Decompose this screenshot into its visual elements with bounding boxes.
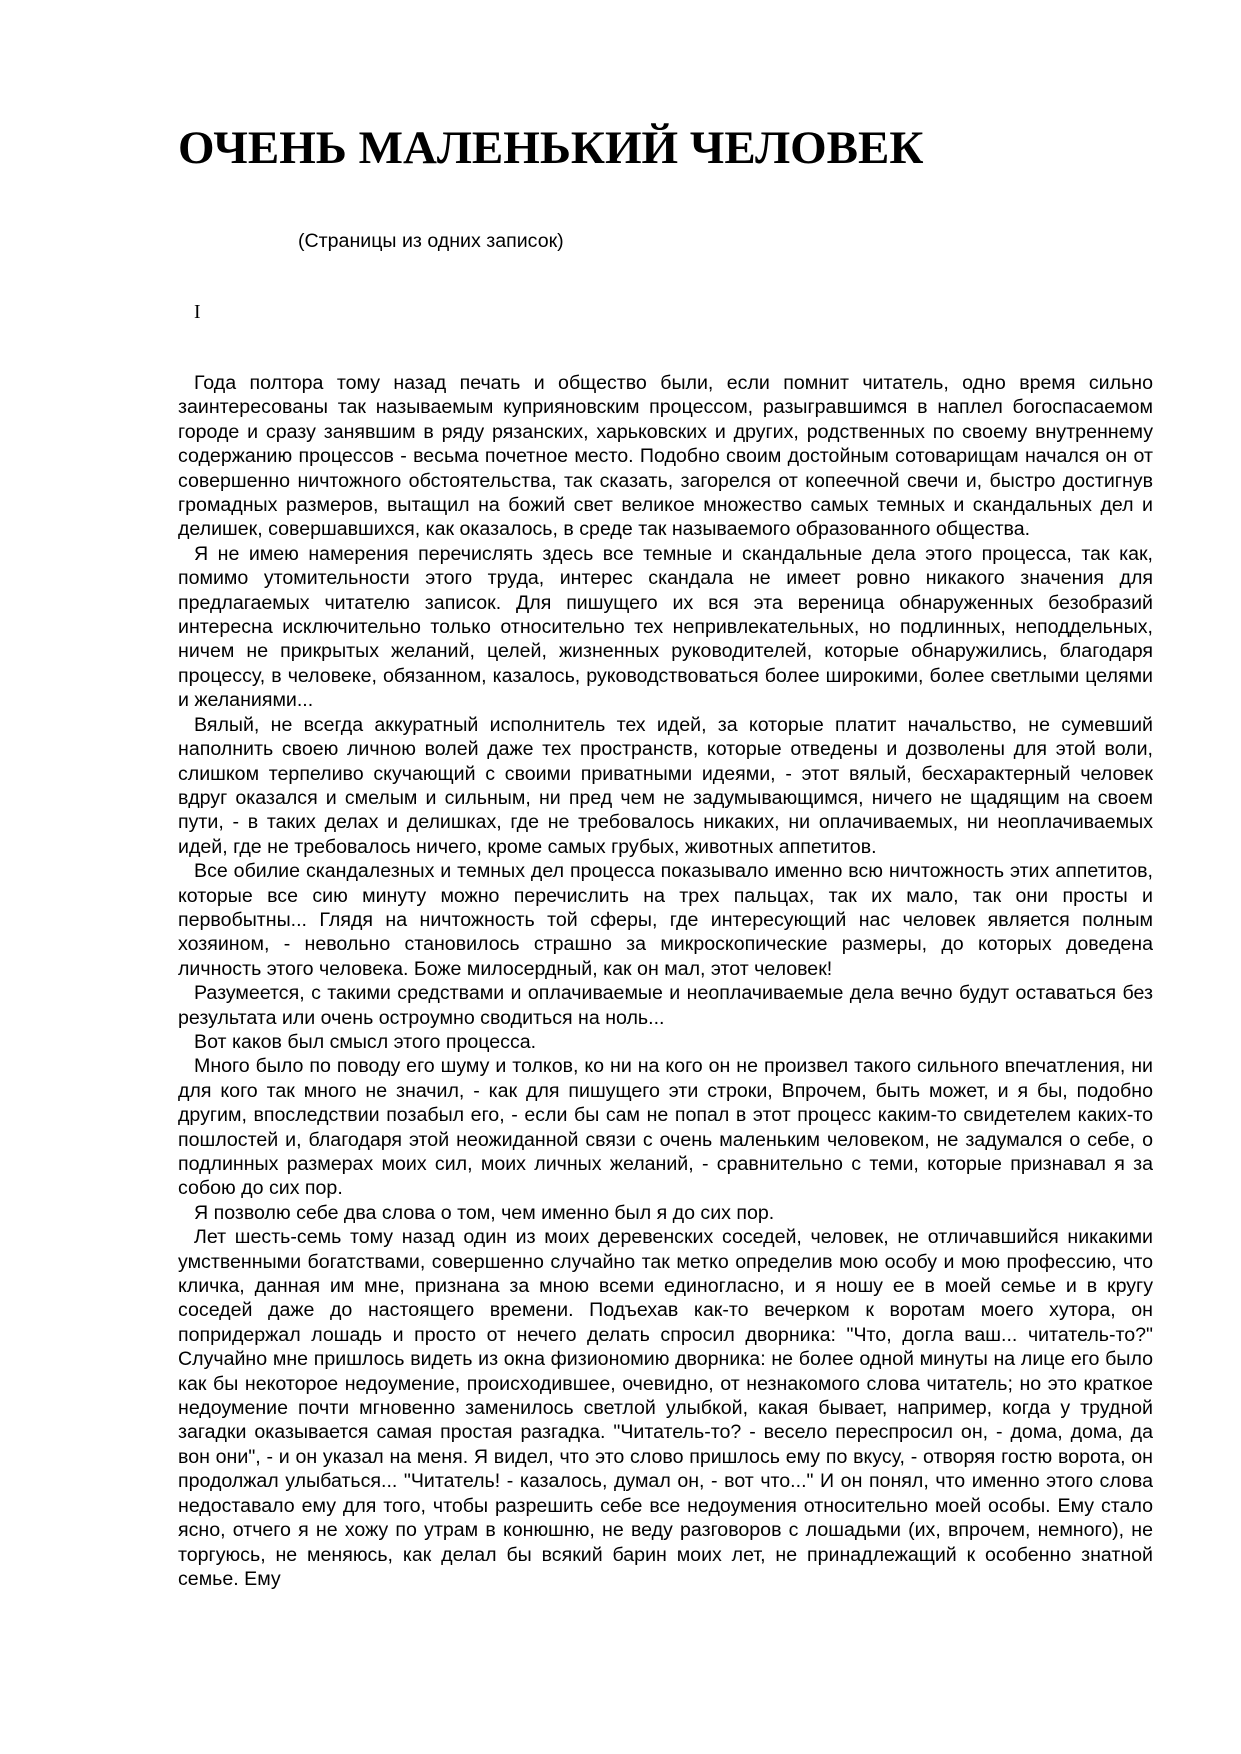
document-subtitle: (Страницы из одних записок) <box>298 230 564 252</box>
paragraph: Вялый, не всегда аккуратный исполнитель тех идей, за которые платит начальство, не сумевший наполнить своею личною волей даже тех пространств, которые отведены и дозволены для этой воли, слишком терпеливо скучающий с своими приватными идеями, - этот вялый, бесхарактерный человек вдруг оказался и смелым и сильным, ни пред чем не задумывающимся, ничего не щадящим на своем пути, - в таких делах и делишках, где не требовалось никаких, ни оплачиваемых, ни неоплачиваемых идей, где не требовалось ничего, кроме самых грубых, животных аппетитов. <box>178 713 1153 858</box>
paragraph: Все обилие скандалезных и темных дел процесса показывало именно всю ничтожность этих аппетитов, которые все сию минуту можно перечислить на трех пальцах, так их мало, так они просты и первобытны... Глядя на ничтожность той сферы, где интересующий нас человек является полным хозяином, - невольно становилось страшно за микроскопические размеры, до которых доведена личность этого человека. Боже милосердный, как он мал, этот человек! <box>178 860 1153 980</box>
body-text <box>178 371 1153 1631</box>
paragraph: Я не имею намерения перечислять здесь все темные и скандальные дела этого процесса, так как, помимо утомительности этого труда, интерес скандала не имеет ровно никакого значения для предлагаемых читателю записок. Для пишущего их вся эта вереница обнаруженных безобразий интересна исключительно только относительно тех непривлекательных, но подлинных, неподдельных, ничем не прикрытых желаний, целей, жизненных руководителей, которые обнаружились, благодаря процессу, в человеке, обязанном, казалось, руководствоваться более широкими, более светлыми целями и желаниями... <box>178 542 1153 712</box>
paragraph: Разумеется, с такими средствами и оплачиваемые и неоплачиваемые дела вечно будут оставаться без результата или очень остроумно сводиться на ноль... <box>178 982 1153 1029</box>
paragraph: Много было по поводу его шуму и толков, ко ни на кого он не произвел такого сильного впечатления, ни для кого так много не значил, - как для пишущего эти строки, Впрочем, быть может, и я бы, подобно другим, впоследствии позабыл его, - если бы сам не попал в этот процесс каким-то свидетелем каких-то пошлостей и, благодаря этой неожиданной связи с очень маленьким человеком, не задумался о себе, о подлинных размерах моих сил, моих личных желаний, - сравнительно с теми, которые признавал я за собою до сих пор. <box>178 1055 1153 1200</box>
chapter-number: I <box>194 302 201 323</box>
paragraph: Года полтора тому назад печать и общество были, если помнит читатель, одно время сильно заинтересованы так называемым куприяновским процессом, разыгравшимся в наплел богоспасаемом городе и сразу занявшим в ряду рязанских, харьковских и других, родственных по своему внутреннему содержанию процессов - весьма почетное место. Подобно своим достойным сотоварищам начался он от совершенно ничтожного обстоятельства, так сказать, загорелся от копеечной свечи и, быстро достигнув громадных размеров, вытащил на божий свет великое множество самых темных и скандальных дел и делишек, совершавшихся, как оказалось, в среде так называемого образованного общества. <box>178 372 1153 541</box>
document-title: ОЧЕНЬ МАЛЕНЬКИЙ ЧЕЛОВЕК <box>178 122 924 174</box>
paragraph: Лет шесть-семь тому назад один из моих деревенских соседей, человек, не отличавшийся никакими умственными богатствами, совершенно случайно так метко определив мою особу и мою профессию, что кличка, данная им мне, признана за мною всеми единогласно, и я ношу ее в моей семье и в кругу соседей даже до настоящего времени. Подъехав как-то вечерком к воротам моего хутора, он попридержал лошадь и просто от нечего делать спросил дворника: "Что, догла ваш... читатель-то?" Случайно мне пришлось видеть из окна физиономию дворника: не более одной минуты на лице его было как бы некоторое недоумение, происходившее, очевидно, от незнакомого слова читатель; но это краткое недоумение почти мгновенно заменилось светлой улыбкой, какая бывает, например, когда у трудной загадки оказывается самая простая разгадка. "Читатель-то? - весело переспросил он, - дома, дома, да вон они", - и он указал на меня. Я видел, что это слово пришлось ему по вкусу, - отворяя гостю ворота, он продолжал улыбаться... "Читатель! - казалось, думал он, - вот что..." И он понял, что именно этого слова недоставало ему для того, чтобы разрешить себе все недоумения относительно моей особы. Ему стало ясно, отчего я не хожу по утрам в конюшню, не веду разговоров с лошадьми (их, впрочем, немного), не торгуюсь, не меняюсь, как делал бы всякий барин моих лет, не принадлежащий к особенно знатной семье. Ему <box>178 1226 1153 1590</box>
paragraph: Вот каков был смысл этого процесса. <box>194 1030 537 1053</box>
paragraph: Я позволю себе два слова о том, чем именно был я до сих пор. <box>194 1201 775 1224</box>
